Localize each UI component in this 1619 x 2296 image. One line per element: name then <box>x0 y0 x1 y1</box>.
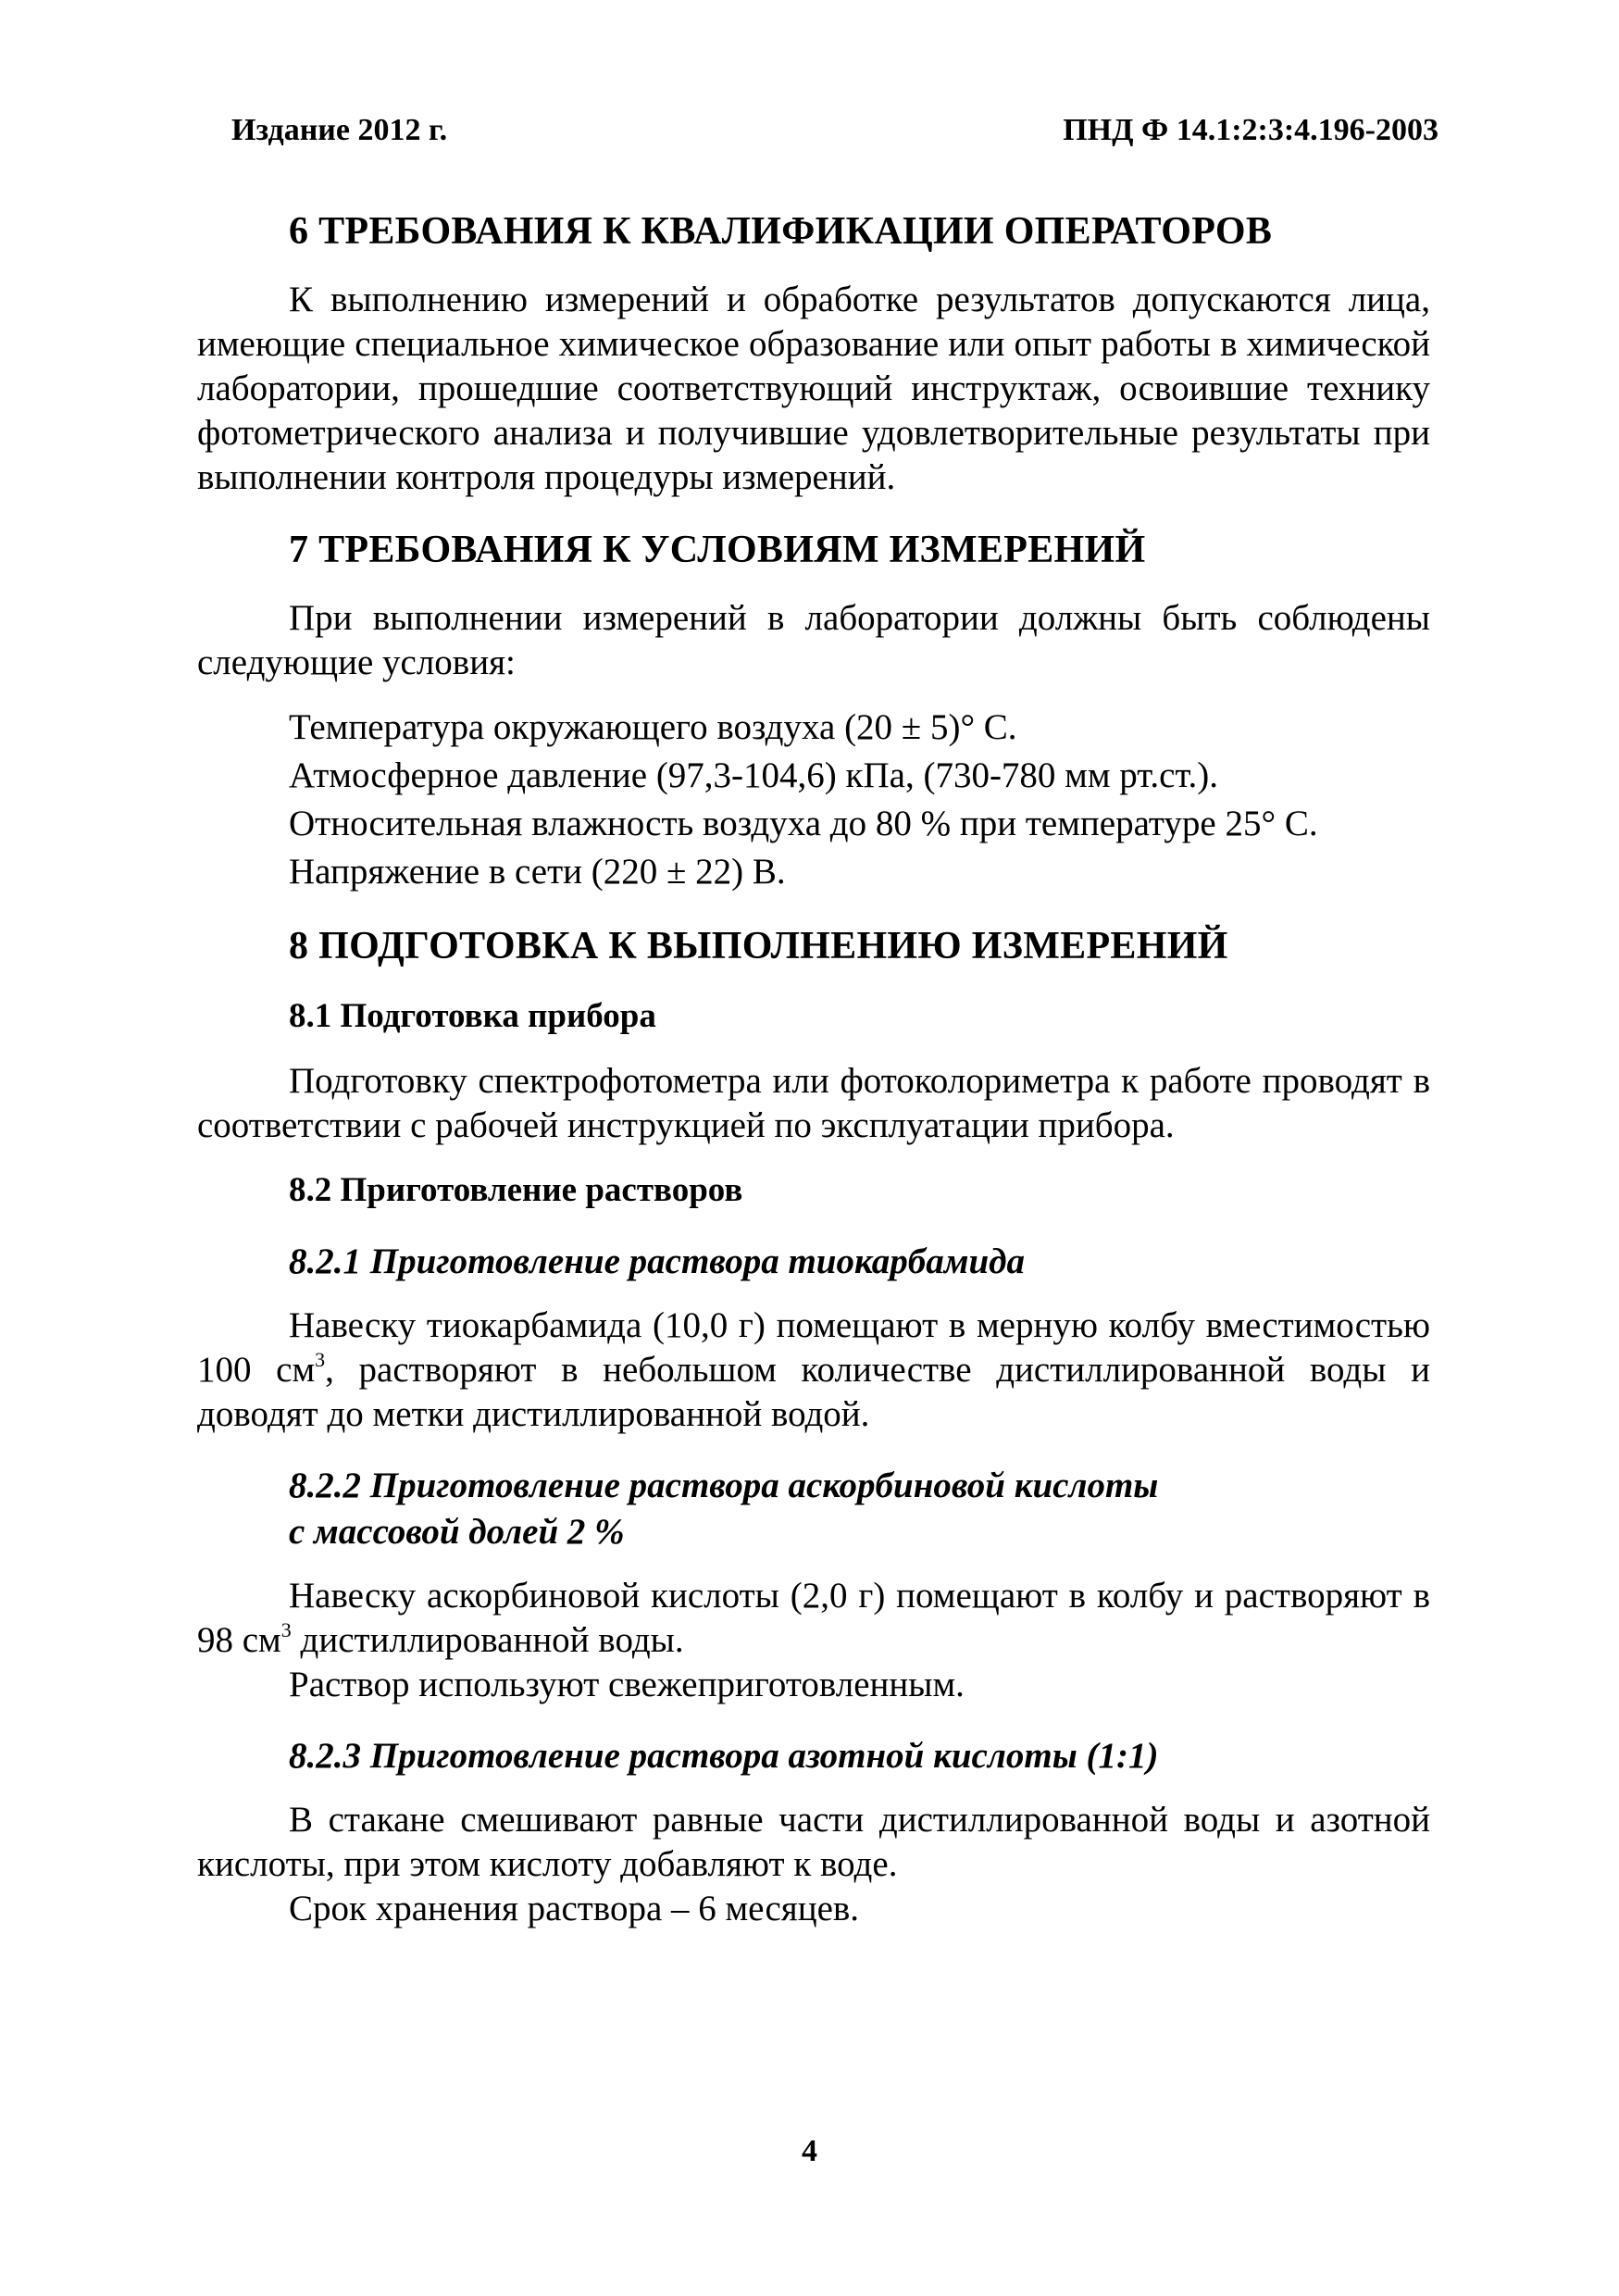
text-part: , растворяют в небольшом количестве дистиллированной воды и доводят до метки дистиллированной водой. <box>197 1350 1430 1434</box>
page-number: 4 <box>802 2134 817 2168</box>
edition-label: Издание 2012 г. <box>231 113 448 147</box>
page-content <box>197 204 1430 1931</box>
section-8-2-2-title-line1: 8.2.2 Приготовление раствора аскорбиновой кислоты <box>289 1466 1159 1505</box>
section-8-2-2-text <box>197 1574 1430 1663</box>
superscript: 3 <box>280 1618 292 1641</box>
document-number: ПНД Ф 14.1:2:3:4.196-2003 <box>1063 113 1438 147</box>
section-7-title: 7 ТРЕБОВАНИЯ К УСЛОВИЯМ ИЗМЕРЕНИЙ <box>289 529 1146 571</box>
section-8-2-2-note: Раствор используют свежеприготовленным. <box>289 1665 965 1704</box>
section-6-paragraph: К выполнению измерений и обработке результатов допускаются лица, имеющие специальное химическое образование или опыт работы в химической лаборатории, прошедшие соответствующий инструктаж, освоившие технику фотометрического анализа и получившие удовлетворительные результаты при выполнении контроля процедуры измерений. <box>197 280 1430 497</box>
section-8-1-title: 8.1 Подготовка прибора <box>289 997 656 1035</box>
section-6-title: 6 ТРЕБОВАНИЯ К КВАЛИФИКАЦИИ ОПЕРАТОРОВ <box>289 210 1273 253</box>
page-header <box>231 113 1438 159</box>
section-8-title: 8 ПОДГОТОВКА К ВЫПОЛНЕНИЮ ИЗМЕРЕНИЙ <box>289 925 1228 967</box>
section-8-1-text: Подготовку спектрофотометра или фотоколориметра к работе проводят в соответствии с рабочей инструкцией по эксплуатации прибора. <box>197 1061 1430 1145</box>
section-8-2-2-title-line2: с массовой долей 2 % <box>289 1512 625 1552</box>
text-part: Навеску тиокарбамида (10,0 г) помещают в мерную колбу вместимостью 100 см <box>197 1305 1430 1390</box>
section-8-2-1-text <box>197 1304 1430 1437</box>
condition-pressure: Атмосферное давление (97,3-104,6) кПа, (730-780 мм рт.ст.). <box>289 755 1219 795</box>
condition-humidity: Относительная влажность воздуха до 80 % при температуре 25° С. <box>289 804 1318 843</box>
section-8-2-3-note: Срок хранения раствора – 6 месяцев. <box>289 1889 860 1928</box>
section-8-2-title: 8.2 Приготовление растворов <box>289 1171 743 1209</box>
text-part: дистиллированной воды. <box>291 1620 684 1660</box>
section-8-2-1-title: 8.2.1 Приготовление раствора тиокарбамида <box>289 1242 1025 1281</box>
superscript: 3 <box>315 1348 326 1371</box>
condition-temperature: Температура окружающего воздуха (20 ± 5)° С. <box>289 707 1017 747</box>
section-8-2-3-title: 8.2.3 Приготовление раствора азотной кислоты (1:1) <box>289 1736 1159 1776</box>
section-8-2-3-text: В стакане смешивают равные части дистиллированной воды и азотной кислоты, при этом кислоту добавляют к воде. <box>197 1800 1430 1884</box>
condition-voltage: Напряжение в сети (220 ± 22) В. <box>289 852 786 892</box>
section-7-intro: При выполнении измерений в лаборатории должны быть соблюдены следующие условия: <box>197 598 1430 682</box>
text-part: Навеску аскорбиновой кислоты (2,0 г) помещают в колбу и растворяют в 98 см <box>197 1576 1430 1660</box>
